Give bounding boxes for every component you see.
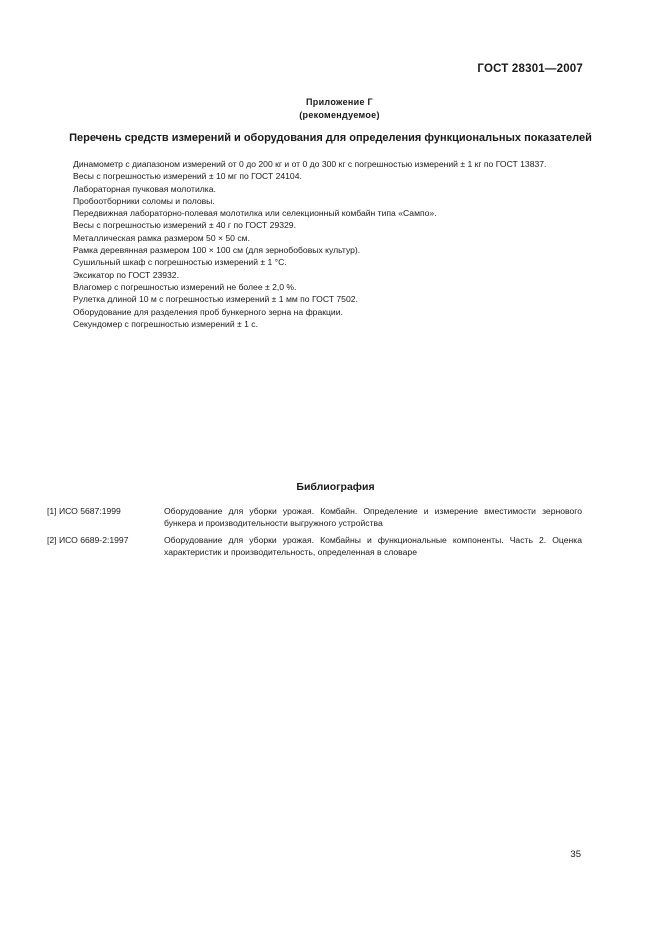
equipment-item: Весы с погрешностью измерений ± 40 г по ГОСТ 29329. — [73, 220, 296, 231]
appendix-label: Приложение Г — [306, 97, 373, 107]
equipment-item: Лабораторная пучковая молотилка. — [73, 183, 216, 194]
equipment-item: Влагомер с погрешностью измерений не более ± 2,0 %. — [73, 281, 297, 292]
appendix-status: (рекомендуемое) — [299, 110, 380, 120]
bibliography-text: Оборудование для уборки урожая. Комбайн. Определение и измерение вместимости зернового бункера и производительности выгружного устройства — [164, 506, 582, 529]
bibliography-entry — [47, 505, 582, 530]
equipment-list — [47, 158, 582, 330]
equipment-item: Рамка деревянная размером 100 × 100 см (для зернобобовых культур). — [73, 245, 361, 256]
equipment-item: Передвижная лабораторно-полевая молотилка или селекционный комбайн типа «Сампо». — [73, 208, 437, 219]
bibliography-entry — [47, 534, 582, 559]
bibliography-text: Оборудование для уборки урожая. Комбайны и функциональные компоненты. Часть 2. Оценка характеристик и производительность, определенная в словаре — [164, 534, 582, 557]
bibliography-list — [47, 505, 582, 562]
equipment-item: Рулетка длиной 10 м с погрешностью измерений ± 1 мм по ГОСТ 7502. — [73, 294, 358, 305]
bibliography-ref: [2] ИСО 6689-2:1997 — [47, 534, 129, 545]
equipment-item: Оборудование для разделения проб бункерного зерна на фракции. — [73, 306, 343, 317]
appendix-heading — [0, 96, 661, 122]
document-code: ГОСТ 28301—2007 — [477, 63, 583, 75]
equipment-item: Сушильный шкаф с погрешностью измерений ± 1 °С. — [73, 257, 287, 268]
equipment-item: Пробоотборники соломы и половы. — [73, 195, 215, 206]
equipment-item: Динамометр с диапазоном измерений от 0 до 200 кг и от 0 до 300 кг с погрешностью измерений ± 1 кг по ГОСТ 13837. — [73, 159, 547, 169]
appendix-title: Перечень средств измерений и оборудования для определения функциональных показателей — [69, 132, 592, 144]
equipment-item: Металлическая рамка размером 50 × 50 см. — [73, 232, 250, 243]
page-number: 35 — [570, 849, 581, 860]
bibliography-ref: [1] ИСО 5687:1999 — [47, 506, 121, 516]
equipment-item: Весы с погрешностью измерений ± 10 мг по ГОСТ 24104. — [73, 171, 302, 182]
bibliography-title: Библиография — [296, 481, 375, 493]
equipment-item: Секундомер с погрешностью измерений ± 1 с. — [73, 318, 258, 329]
equipment-item: Эксикатор по ГОСТ 23932. — [73, 269, 179, 280]
